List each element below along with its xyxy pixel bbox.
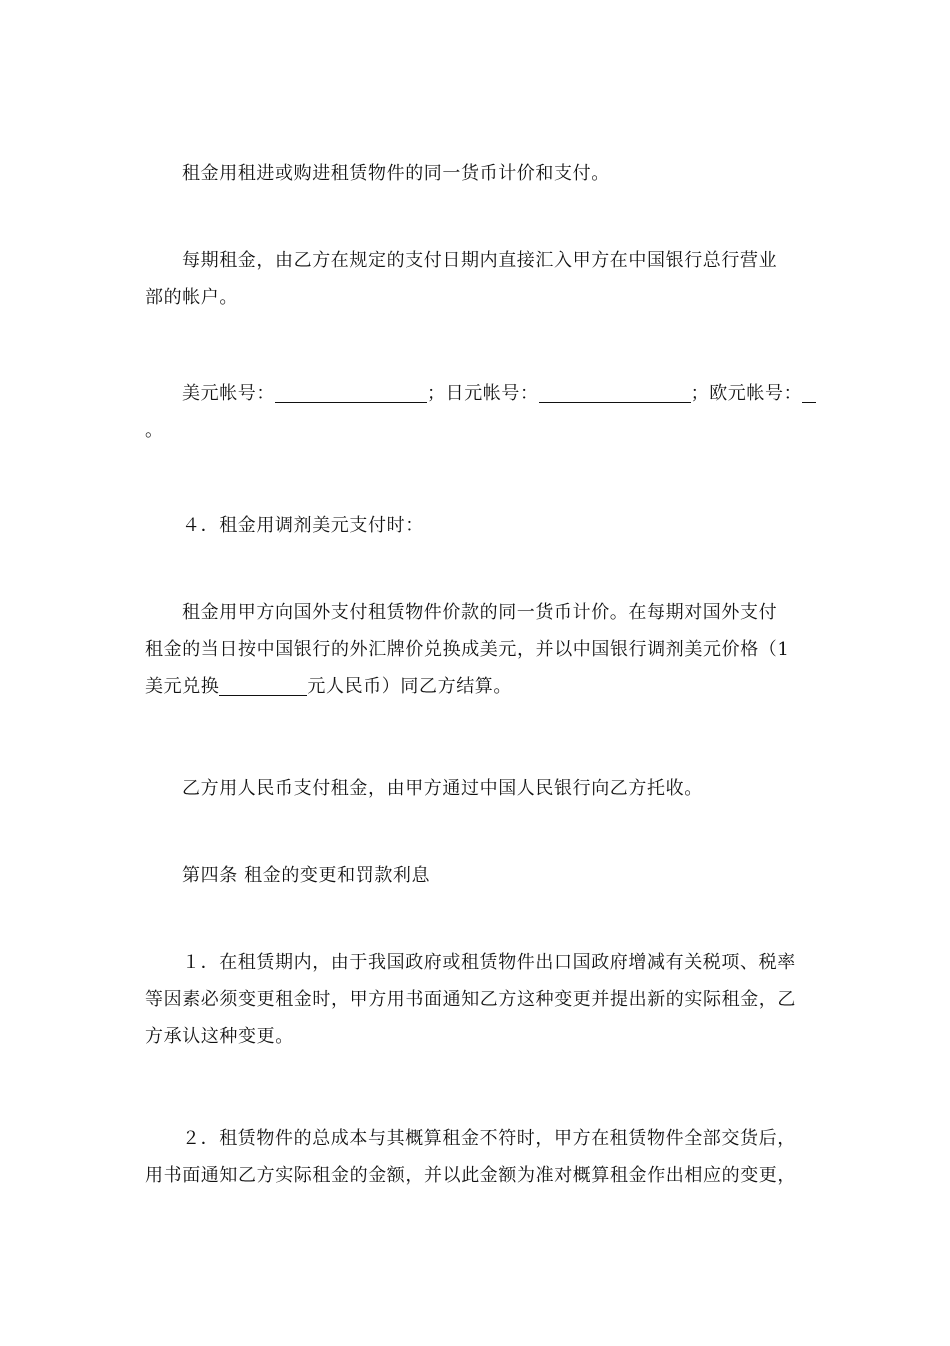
text-line: 。: [145, 420, 164, 441]
paragraph-usd-conversion: [145, 594, 810, 705]
paragraph-rmb-payment: [145, 770, 810, 807]
text-line: [145, 375, 810, 412]
jpy-account-label: ；日元帐号：: [427, 383, 539, 404]
usd-account-blank[interactable]: [275, 380, 427, 403]
eur-account-blank[interactable]: [802, 380, 816, 403]
exchange-rate-blank[interactable]: [219, 673, 307, 696]
text-line: 乙方用人民币支付租金，由甲方通过中国人民银行向乙方托收。: [182, 778, 703, 799]
text-line: 第四条 租金的变更和罚款利息: [182, 865, 431, 886]
text-line: １．在租赁期内，由于我国政府或租赁物件出口国政府增减有关税项、税率: [182, 952, 796, 973]
text-line: 租金用甲方向国外支付租赁物件价款的同一货币计价。在每期对国外支付: [182, 602, 778, 623]
text-line: 部的帐户。: [145, 287, 238, 308]
paragraph-payment-account: [145, 242, 810, 316]
paragraph-item-2: [145, 1120, 810, 1194]
exchange-label: 美元兑换: [145, 676, 220, 697]
text-line: [145, 668, 810, 705]
text-line: ４．租金用调剂美元支付时：: [182, 515, 424, 536]
exchange-suffix: 元人民币）同乙方结算。: [307, 676, 513, 697]
article-4-heading: [145, 857, 810, 894]
usd-account-label: 美元帐号：: [182, 383, 275, 404]
text-line: 租金用租进或购进租赁物件的同一货币计价和支付。: [182, 163, 610, 184]
eur-account-label: ；欧元帐号：: [690, 383, 803, 404]
text-line: 每期租金，由乙方在规定的支付日期内直接汇入甲方在中国银行总行营业: [182, 250, 778, 271]
text-line: ２．租赁物件的总成本与其概算租金不符时，甲方在租赁物件全部交货后，: [182, 1128, 796, 1149]
paragraph-account-numbers: [145, 375, 810, 449]
paragraph-currency: [145, 155, 810, 192]
paragraph-item-1: [145, 944, 810, 1055]
text-line: 租金的当日按中国银行的外汇牌价兑换成美元，并以中国银行调剂美元价格（1: [145, 639, 790, 660]
jpy-account-blank[interactable]: [539, 380, 691, 403]
text-line: 等因素必须变更租金时，甲方用书面通知乙方这种变更并提出新的实际租金，乙: [145, 989, 796, 1010]
text-line: 方承认这种变更。: [145, 1026, 294, 1047]
paragraph-item-4-heading: [145, 507, 810, 544]
text-line: 用书面通知乙方实际租金的金额，并以此金额为准对概算租金作出相应的变更，: [145, 1165, 796, 1186]
